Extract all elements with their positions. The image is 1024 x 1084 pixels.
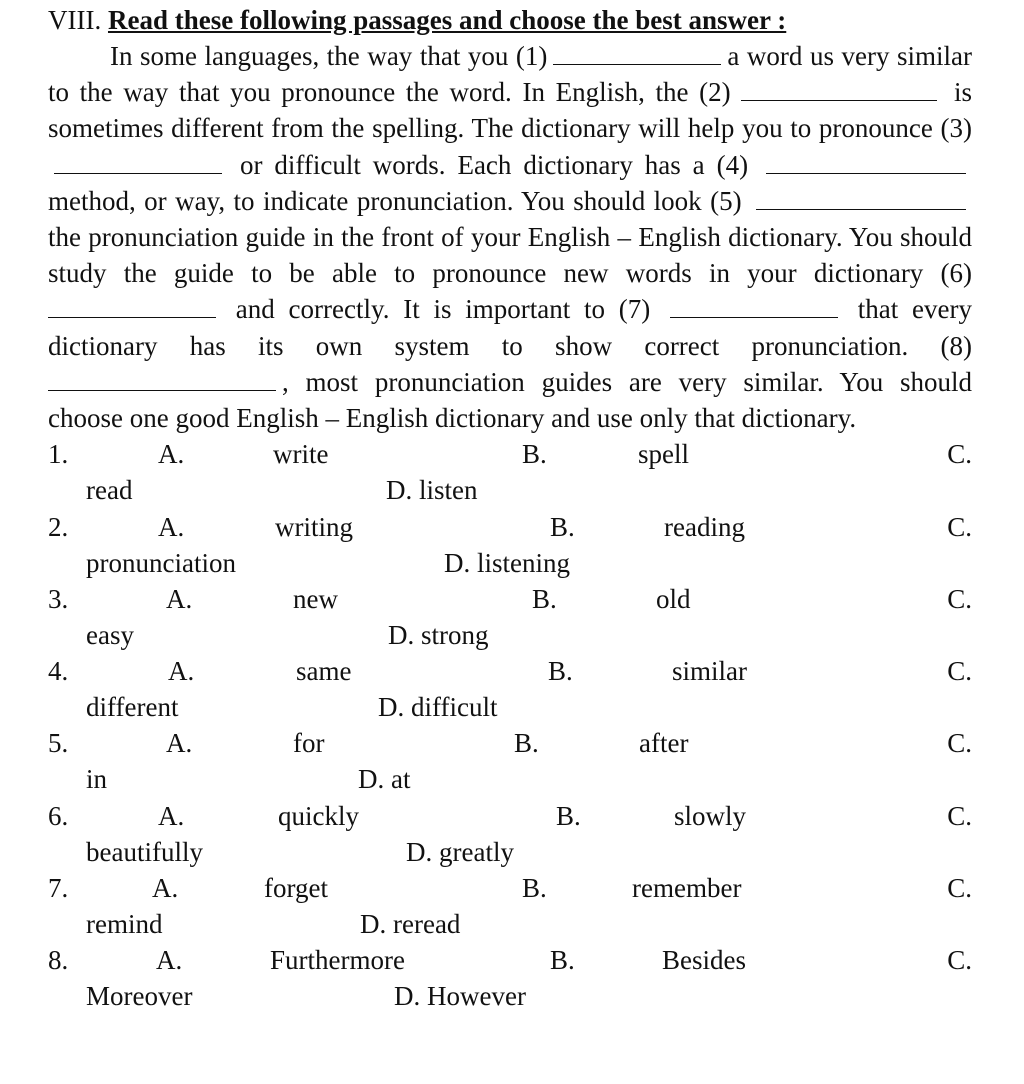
blank-2 (741, 78, 937, 101)
option-b-letter: B. (522, 873, 547, 904)
option-c-letter: C. (947, 945, 972, 976)
question-7 (48, 870, 972, 942)
option-d: D. reread (360, 909, 461, 940)
question-list (48, 436, 972, 1014)
option-d: D. However (394, 981, 526, 1012)
option-c-letter: C. (947, 439, 972, 470)
section-title: Read these following passages and choose the best answer : (107, 5, 787, 35)
option-d: D. at (358, 764, 411, 795)
option-c-letter: C. (947, 511, 972, 542)
option-c-letter: C. (947, 800, 972, 831)
question-2 (48, 509, 972, 581)
blank-3 (54, 151, 222, 174)
option-c-text: different (86, 692, 179, 723)
blank-1 (553, 42, 721, 65)
question-number: 8. (48, 945, 69, 976)
option-b-letter: B. (548, 656, 573, 687)
option-b-text: remember (632, 873, 742, 904)
option-a-letter: A. (158, 511, 185, 542)
option-a-text: writing (275, 511, 353, 542)
option-b-text: Besides (662, 945, 746, 976)
option-a-letter: A. (158, 439, 185, 470)
blank-5 (756, 187, 966, 210)
option-a-letter: A. (158, 800, 185, 831)
question-number: 4. (48, 656, 69, 687)
option-d: D. difficult (378, 692, 498, 723)
passage-text: a word us very similar to the way that you pronounce the word. In English, the (2) (48, 41, 972, 108)
option-b-letter: B. (550, 511, 575, 542)
option-b-letter: B. (522, 439, 547, 470)
blank-4 (766, 151, 966, 174)
section-number: VIII. (48, 5, 102, 35)
option-d: D. listening (444, 547, 570, 578)
question-5 (48, 725, 972, 797)
option-b-text: old (656, 583, 691, 614)
option-b-text: after (639, 728, 689, 759)
passage-text: method, or way, to indicate pronunciation. You should look (5) (48, 185, 742, 216)
passage-text: and correctly. It is important to (7) (235, 294, 651, 325)
question-8 (48, 942, 972, 1014)
option-c-letter: C. (947, 873, 972, 904)
question-1 (48, 436, 972, 508)
question-number: 6. (48, 800, 69, 831)
passage-text: or difficult words. Each dictionary has a (4) (239, 149, 749, 180)
passage-text: that every dictionary has its own system to show correct pronunciation. (8) (48, 294, 972, 361)
option-c-text: read (86, 475, 133, 506)
question-number: 2. (48, 511, 69, 542)
option-a-letter: A. (166, 728, 193, 759)
option-a-text: same (296, 656, 352, 687)
option-a-letter: A. (152, 873, 179, 904)
passage-text: the pronunciation guide in the front of your English – English dictionary. You should study the guide to be able to pronounce new words in your dictionary (6) (48, 222, 972, 289)
passage-text: In some languages, the way that you (1) (110, 41, 548, 71)
blank-8 (48, 368, 276, 391)
question-number: 5. (48, 728, 69, 759)
blank-7 (670, 295, 838, 318)
option-b-letter: B. (556, 800, 581, 831)
option-b-letter: B. (550, 945, 575, 976)
option-d: D. strong (388, 619, 489, 650)
option-c-letter: C. (947, 583, 972, 614)
option-c-text: Moreover (86, 981, 193, 1012)
option-c-text: beautifully (86, 836, 203, 867)
option-b-text: spell (638, 439, 689, 470)
question-3 (48, 581, 972, 653)
blank-6 (48, 295, 216, 318)
option-d: D. listen (386, 475, 478, 506)
option-c-text: in (86, 764, 108, 795)
section-heading (48, 2, 972, 38)
option-a-letter: A. (166, 583, 193, 614)
option-c-letter: C. (947, 656, 972, 687)
option-b-letter: B. (514, 728, 539, 759)
option-c-text: easy (86, 619, 134, 650)
option-a-text: new (293, 583, 338, 614)
worksheet-page (48, 0, 972, 1015)
option-a-text: forget (264, 873, 328, 904)
question-6 (48, 798, 972, 870)
option-b-text: slowly (674, 800, 747, 831)
question-number: 1. (48, 439, 69, 470)
option-c-text: remind (86, 909, 163, 940)
option-b-text: reading (664, 511, 745, 542)
option-b-text: similar (672, 656, 747, 687)
question-4 (48, 653, 972, 725)
question-number: 3. (48, 583, 69, 614)
option-c-letter: C. (947, 728, 972, 759)
option-b-letter: B. (532, 583, 557, 614)
option-a-letter: A. (168, 656, 195, 687)
passage (48, 38, 972, 436)
option-a-text: Furthermore (270, 945, 405, 976)
option-a-text: quickly (278, 800, 359, 831)
option-d: D. greatly (406, 836, 514, 867)
passage-text: , most pronunciation guides are very similar. You should choose one good English – English dictionary and use only that dictionary. (48, 366, 972, 434)
option-a-letter: A. (156, 945, 183, 976)
option-a-text: write (273, 439, 329, 470)
question-number: 7. (48, 873, 69, 904)
option-a-text: for (293, 728, 325, 759)
passage-text: is sometimes different from the spelling. The dictionary will help you to pronounce (3) (48, 77, 973, 144)
option-c-text: pronunciation (86, 547, 236, 578)
